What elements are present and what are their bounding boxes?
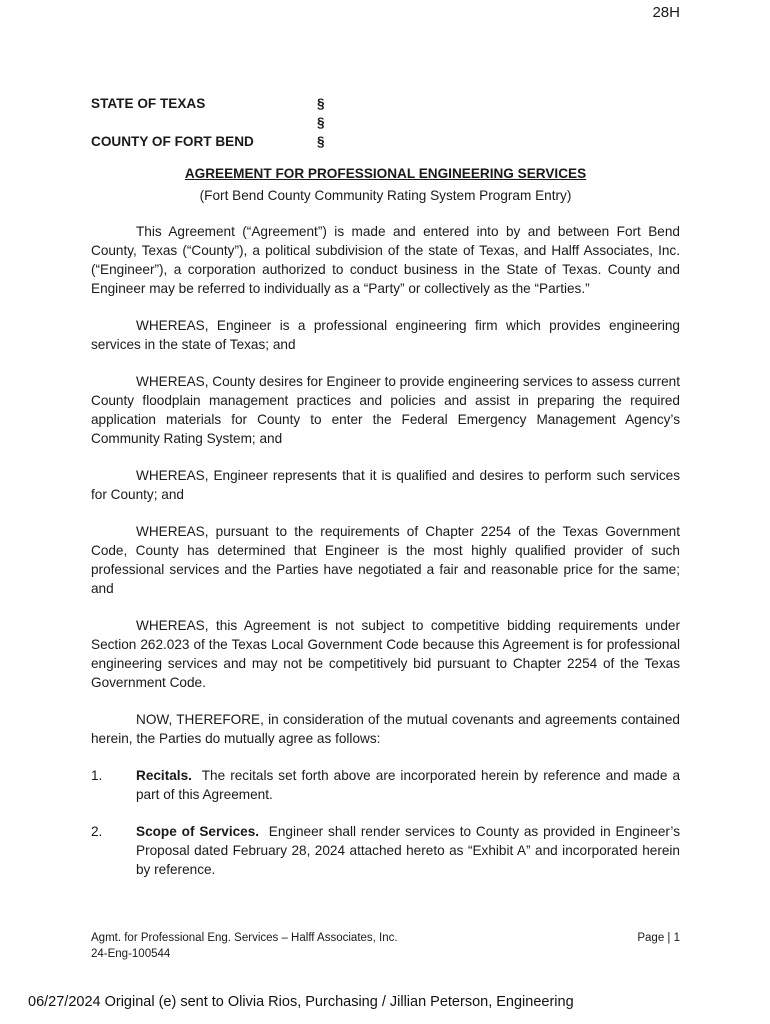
footer-page-number: Page | 1 (637, 932, 680, 944)
item-number: 2. (91, 824, 103, 839)
whereas-paragraph: WHEREAS, this Agreement is not subject to competitive bidding requirements under Section 262.023 of the Texas Local Government Code because this Agreement is for professional engineering services and may not be competitively bid pursuant to Chapter 2254 of the Texas Government Code. (91, 618, 680, 690)
caption-state: STATE OF TEXAS (91, 96, 206, 111)
item-text: The recitals set forth above are incorporated herein by reference and made a part of this Agreement. (136, 768, 680, 802)
item-body (136, 822, 680, 879)
section-symbol: § (317, 96, 325, 111)
section-symbol: § (317, 115, 325, 130)
item-heading: Recitals. (136, 768, 192, 783)
item-heading: Scope of Services. (136, 824, 260, 839)
numbered-item (91, 766, 680, 804)
now-therefore-paragraph: NOW, THEREFORE, in consideration of the mutual covenants and agreements contained herein, the Parties do mutually agree as follows: (91, 712, 680, 746)
section-symbol: § (317, 134, 325, 149)
item-body (136, 766, 680, 804)
whereas-paragraph: WHEREAS, Engineer represents that it is qualified and desires to perform such services for County; and (91, 468, 680, 502)
page-label: 28H (652, 4, 680, 21)
caption-county: COUNTY OF FORT BEND (91, 134, 254, 149)
item-number: 1. (91, 768, 103, 783)
numbered-item (91, 822, 680, 879)
whereas-paragraph: WHEREAS, pursuant to the requirements of Chapter 2254 of the Texas Government Code, County has determined that Engineer is the most highly qualified provider of such professional services and the Parties have negotiated a fair and reasonable price for the same; and (91, 524, 680, 596)
footer-agreement-name: Agmt. for Professional Eng. Services – Halff Associates, Inc. (91, 932, 398, 944)
whereas-paragraph: WHEREAS, County desires for Engineer to provide engineering services to assess current County floodplain management practices and policies and assist in preparing the required application materials for County to enter the Federal Emergency Management Agency’s Community Rating System; and (91, 374, 681, 446)
footer-left (91, 930, 398, 962)
caption-row (91, 94, 680, 113)
intro-paragraph: This Agreement (“Agreement”) is made and entered into by and between Fort Bend County, Texas (“County”), a political subdivision of the state of Texas, and Halff Associates, Inc. (“Engineer”), a corporation authorized to conduct business in the State of Texas. County and Engineer may be referred to individually as a “Party” or collectively as the “Parties.” (91, 224, 680, 296)
item-text: Engineer shall render services to County as provided in Engineer’s Proposal dated February 28, 2024 attached hereto as “Exhibit A” and incorporated herein by reference. (136, 824, 680, 877)
document-body (91, 94, 680, 879)
agreement-title: AGREEMENT FOR PROFESSIONAL ENGINEERING SERVICES (184, 166, 587, 181)
caption-row (91, 113, 680, 132)
caption-row (91, 132, 680, 151)
whereas-paragraph: WHEREAS, Engineer is a professional engineering firm which provides engineering services in the state of Texas; and (91, 318, 680, 352)
page-footer (91, 930, 680, 962)
agreement-subtitle: (Fort Bend County Community Rating System Program Entry) (199, 188, 572, 203)
footer-agreement-number: 24-Eng-100544 (91, 948, 171, 960)
distribution-note: 06/27/2024 Original (e) sent to Olivia Rios, Purchasing / Jillian Peterson, Engineering (28, 994, 574, 1010)
caption-blank (91, 113, 317, 132)
caption-block (91, 94, 680, 151)
